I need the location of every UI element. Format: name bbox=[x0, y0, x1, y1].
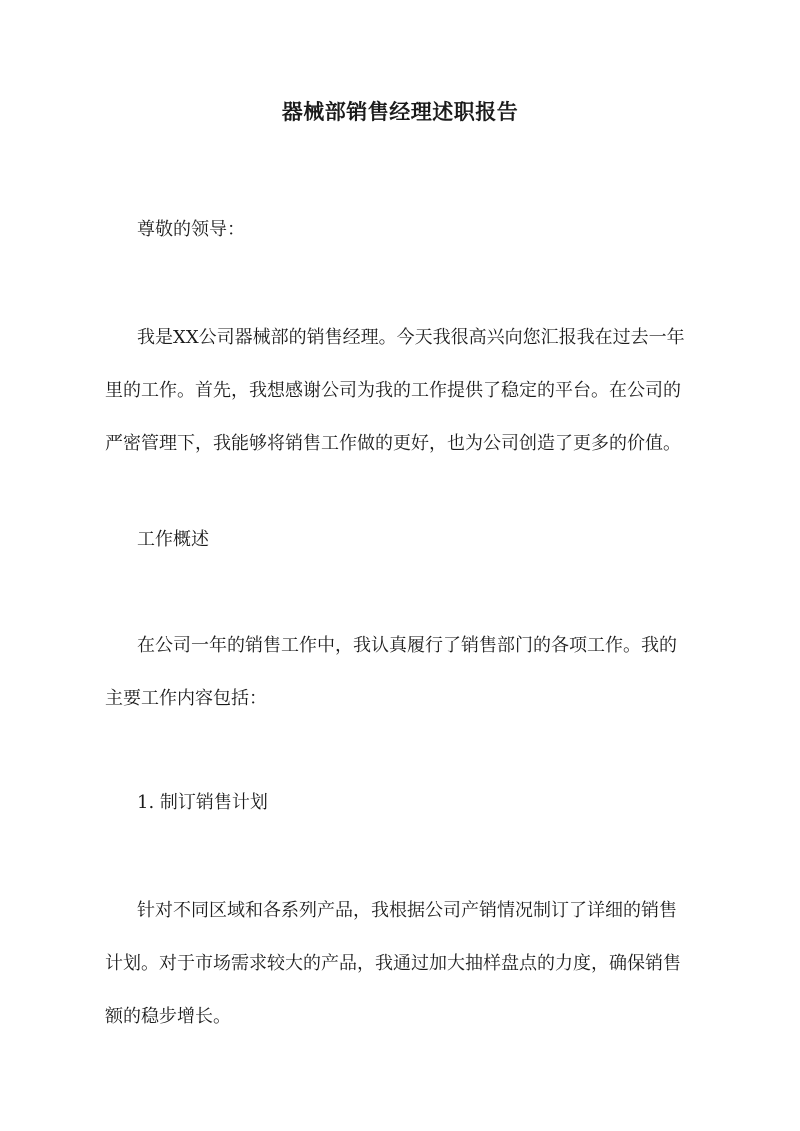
item-1-paragraph bbox=[105, 884, 702, 1043]
overview-line-2: 主要工作内容包括： bbox=[105, 688, 267, 709]
salutation-line: 尊敬的领导： bbox=[137, 219, 245, 240]
document-title: 器械部销售经理述职报告 bbox=[281, 99, 519, 124]
item-1-line-3: 额的稳步增长。 bbox=[105, 1006, 231, 1027]
overview-paragraph bbox=[105, 619, 702, 725]
intro-line-2: 里的工作。首先，我想感谢公司为我的工作提供了稳定的平台。在公司的 bbox=[105, 380, 681, 401]
item-1-heading bbox=[105, 776, 702, 829]
section-heading-overview bbox=[105, 513, 702, 566]
item-1-heading-line: 1. 制订销售计划 bbox=[137, 792, 268, 813]
salutation bbox=[105, 203, 702, 256]
intro-line-3: 严密管理下，我能够将销售工作做的更好，也为公司创造了更多的价值。 bbox=[105, 433, 681, 454]
intro-paragraph bbox=[105, 311, 702, 470]
overview-line-1: 在公司一年的销售工作中，我认真履行了销售部门的各项工作。我的 bbox=[137, 635, 677, 656]
intro-line-1: 我是XX公司器械部的销售经理。今天我很高兴向您汇报我在过去一年 bbox=[137, 327, 685, 348]
section-heading-line: 工作概述 bbox=[137, 529, 209, 550]
item-1-line-1: 针对不同区域和各系列产品，我根据公司产销情况制订了详细的销售 bbox=[137, 900, 677, 921]
item-1-line-2: 计划。对于市场需求较大的产品，我通过加大抽样盘点的力度，确保销售 bbox=[105, 953, 681, 974]
